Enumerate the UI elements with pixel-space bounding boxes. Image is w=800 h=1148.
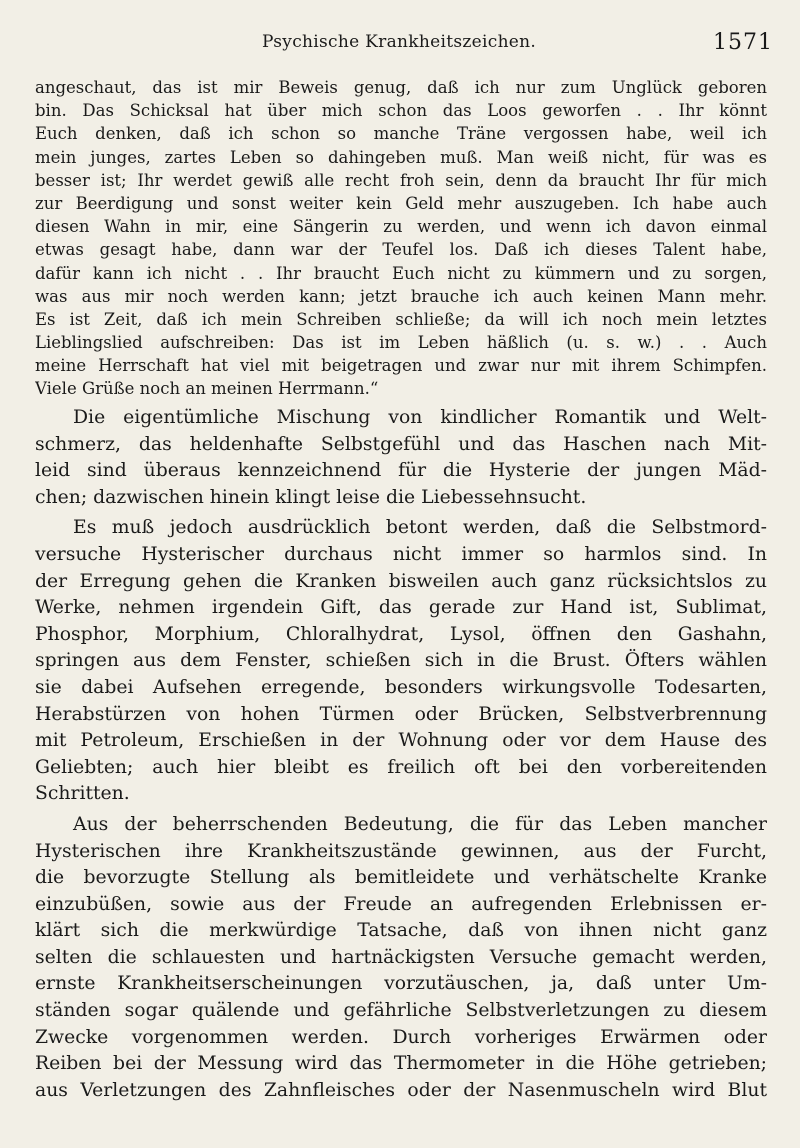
- text-line: Hysterischen ihre Krankheitszustände gewinnen, aus der Furcht,: [35, 840, 767, 862]
- text-line: Herabstürzen von hohen Türmen oder Brücken, Selbstverbrennung: [35, 703, 767, 725]
- text-line: mit Petroleum, Erschießen in der Wohnung oder vor dem Hause des: [35, 730, 767, 752]
- text-line: Reiben bei der Messung wird das Thermometer in die Höhe getrieben;: [35, 1053, 767, 1075]
- quote-line: Viele Grüße noch an meinen Herrmann.“: [35, 379, 379, 399]
- text-line: Schritten.: [35, 783, 130, 805]
- quote-line: was aus mir noch werden kann; jetzt brauche ich auch keinen Mann mehr.: [35, 286, 767, 306]
- text-line: sie dabei Aufsehen erregende, besonders wirkungsvolle Todesarten,: [35, 676, 767, 698]
- text-line: leid sind überaus kennzeichnend für die Hysterie der jungen Mäd-: [35, 460, 767, 482]
- text-line: aus Verletzungen des Zahnfleisches oder der Nasenmuscheln wird Blut: [35, 1079, 767, 1101]
- page-header: [0, 30, 800, 60]
- text-line: schmerz, das heldenhafte Selbstgefühl und das Haschen nach Mit-: [35, 433, 767, 455]
- body-text: [35, 405, 767, 1104]
- quote-line: zur Beerdigung und sonst weiter kein Geld mehr auszugeben. Ich habe auch: [35, 193, 767, 213]
- letter-quotation: [35, 76, 767, 401]
- quote-line: Lieblingslied aufschreiben: Das ist im Leben häßlich (u. s. w.) . . Auch: [35, 333, 767, 353]
- quote-line: angeschaut, das ist mir Beweis genug, daß ich nur zum Unglück geboren: [35, 78, 767, 97]
- text-line: Zwecke vorgenommen werden. Durch vorheriges Erwärmen oder: [35, 1026, 767, 1048]
- quote-line: etwas gesagt habe, dann war der Teufel los. Daß ich dieses Talent habe,: [35, 240, 767, 260]
- paragraph: [35, 405, 767, 511]
- quote-line: mein junges, zartes Leben so dahingeben muß. Man weiß nicht, für was es: [35, 147, 767, 167]
- text-line: ständen sogar quälende und gefährliche Selbstverletzungen zu diesem: [35, 1000, 767, 1022]
- text-line: die bevorzugte Stellung als bemitleidete und verhätschelte Kranke: [35, 867, 767, 889]
- text-line: Es muß jedoch ausdrücklich betont werden, daß die Selbstmord-: [73, 517, 767, 539]
- text-line: selten die schlauesten und hartnäckigsten Versuche gemacht werden,: [35, 946, 767, 968]
- quote-line: bin. Das Schicksal hat über mich schon das Loos geworfen . . Ihr könnt: [35, 101, 767, 121]
- quote-line: diesen Wahn in mir, eine Sängerin zu werden, und wenn ich davon einmal: [35, 217, 767, 237]
- quote-line: Euch denken, daß ich schon so manche Träne vergossen habe, weil ich: [35, 124, 767, 144]
- quote-line: meine Herrschaft hat viel mit beigetragen und zwar nur mit ihrem Schimpfen.: [35, 356, 767, 376]
- quote-line: Es ist Zeit, daß ich mein Schreiben schließe; da will ich noch mein letztes: [35, 309, 767, 329]
- text-line: versuche Hysterischer durchaus nicht immer so harmlos sind. In: [35, 543, 767, 565]
- text-line: ernste Krankheitserscheinungen vorzutäuschen, ja, daß unter Um-: [35, 973, 767, 995]
- text-line: Aus der beherrschenden Bedeutung, die für das Leben mancher: [73, 813, 767, 835]
- page-number: 1571: [713, 30, 773, 55]
- text-line: chen; dazwischen hinein klingt leise die Liebessehnsucht.: [35, 486, 587, 508]
- paragraph: [35, 812, 767, 1105]
- text-line: der Erregung gehen die Kranken bisweilen auch ganz rücksichtslos zu: [35, 570, 767, 592]
- running-title: Psychische Krankheitszeichen.: [262, 32, 537, 52]
- text-line: Geliebten; auch hier bleibt es freilich oft bei den vorbereitenden: [35, 756, 767, 778]
- quote-line: dafür kann ich nicht . . Ihr braucht Euch nicht zu kümmern und zu sorgen,: [35, 263, 767, 283]
- text-line: einzubüßen, sowie aus der Freude an aufregenden Erlebnissen er-: [35, 893, 767, 915]
- text-line: Werke, nehmen irgendein Gift, das gerade zur Hand ist, Sublimat,: [35, 597, 767, 619]
- text-line: Die eigentümliche Mischung von kindlicher Romantik und Welt-: [73, 407, 767, 428]
- text-line: springen aus dem Fenster, schießen sich in die Brust. Öfters wählen: [35, 650, 767, 672]
- paragraph: [35, 515, 767, 808]
- text-line: Phosphor, Morphium, Chloralhydrat, Lysol, öffnen den Gashahn,: [35, 623, 767, 645]
- text-line: klärt sich die merkwürdige Tatsache, daß von ihnen nicht ganz: [35, 920, 767, 942]
- quote-line: besser ist; Ihr werdet gewiß alle recht froh sein, denn da braucht Ihr für mich: [35, 170, 767, 190]
